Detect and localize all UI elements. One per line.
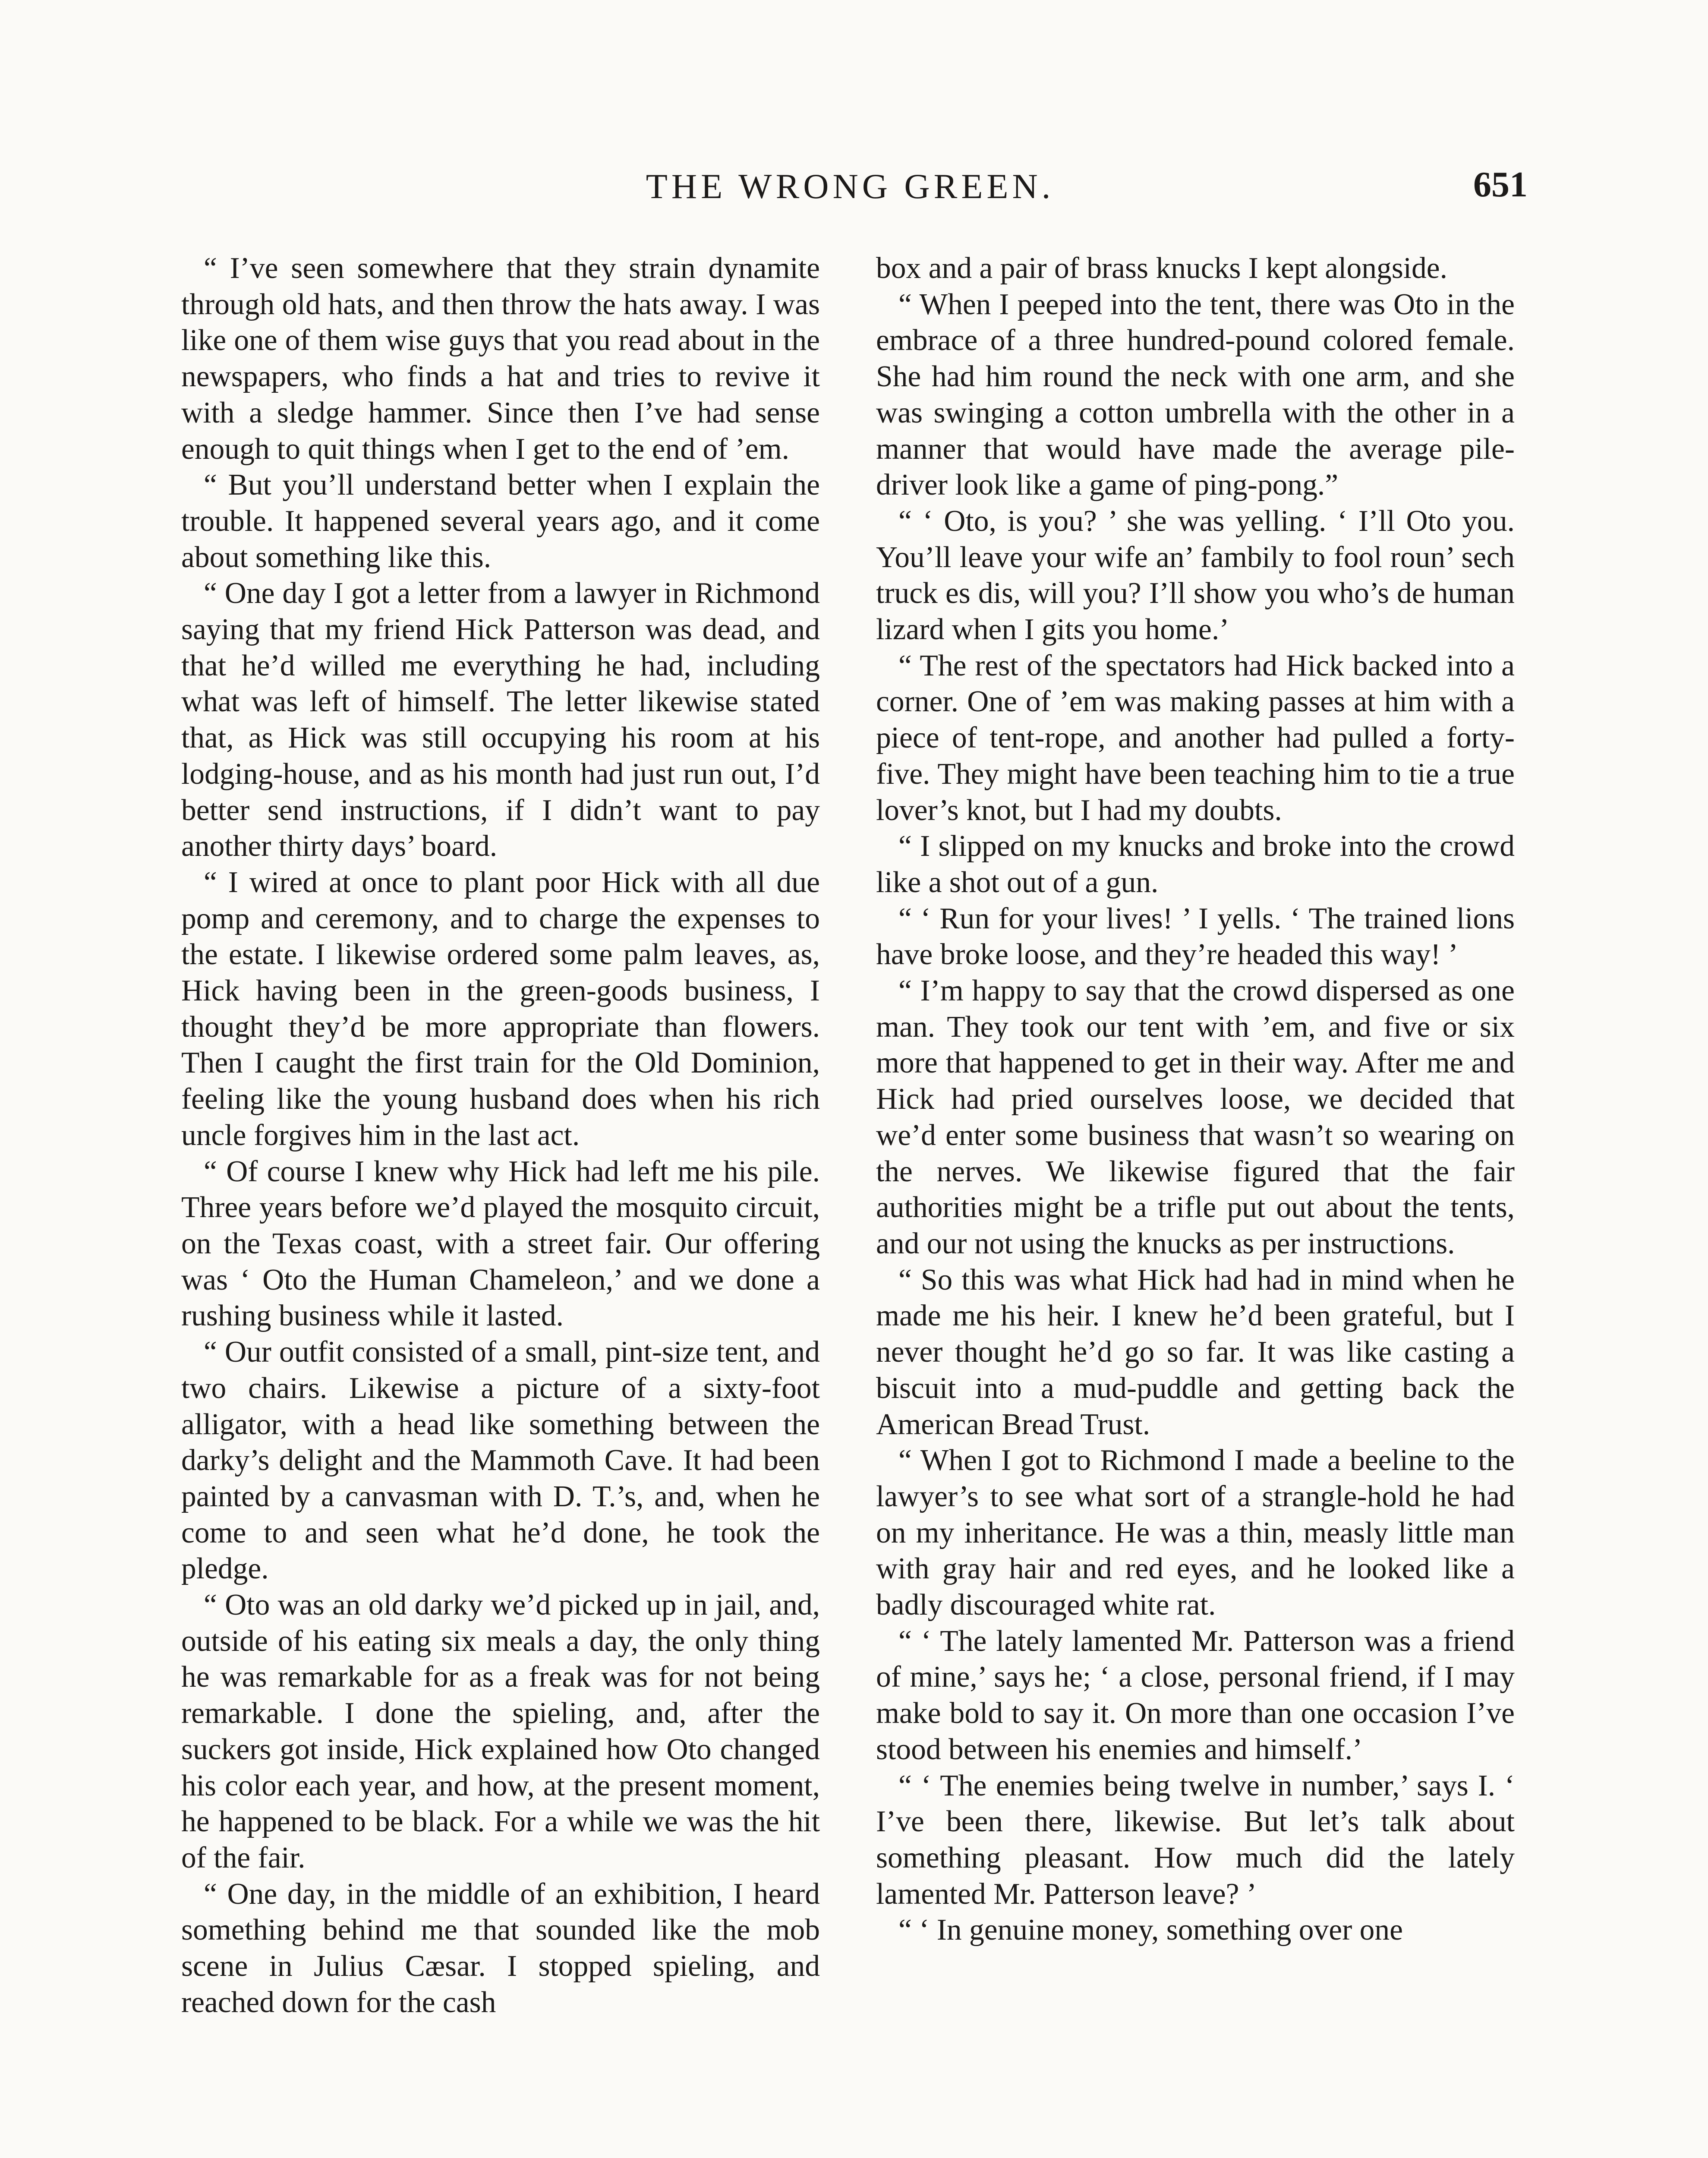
paragraph: “ The rest of the spectators had Hick backed into a corner. One of ’em was making passes at him with a piece of tent-rope, and another had pulled a forty-five. They might have been teaching him to tie a true lover’s knot, but I had my doubts. xyxy=(876,649,1515,827)
paragraph: “ ‘ Run for your lives! ’ I yells. ‘ The trained lions have broke loose, and they’re headed this way! ’ xyxy=(876,902,1515,972)
paragraph-continued: box and a pair of brass knucks I kept alongside. xyxy=(876,252,1448,285)
paragraph: “ One day I got a letter from a lawyer in Richmond saying that my friend Hick Patterson was dead, and that he’d willed me everything he had, including what was left of himself. The letter likewise stated that, as Hick was still occupying his room at his lodging-house, and as his month had just run out, I’d better send instructions, if I didn’t want to pay another thirty days’ board. xyxy=(181,577,820,863)
paragraph: “ So this was what Hick had had in mind when he made me his heir. I knew he’d been grateful, but I never thought he’d go so far. It was like casting a biscuit into a mud-puddle and getting back the American Bread Trust. xyxy=(876,1263,1515,1441)
paragraph: “ ‘ Oto, is you? ’ she was yelling. ‘ I’ll Oto you. You’ll leave your wife an’ fambily to fool roun’ sech truck es dis, will you? I’ll show you who’s de human lizard when I gits you home.’ xyxy=(876,504,1515,647)
paragraph: “ When I peeped into the tent, there was Oto in the embrace of a three hundred-pound colored female. She had him round the neck with one arm, and she was swinging a cotton umbrella with the other in a manner that would have made the average pile-driver look like a game of ping-pong.” xyxy=(876,287,1515,502)
paragraph: “ Oto was an old darky we’d picked up in jail, and, outside of his eating six meals a day, the only thing he was remarkable for as a freak was for not being remarkable. I done the spieling, and, after the suckers got inside, Hick explained how Oto changed his color each year, and how, at the present moment, he happened to be black. For a while we was the hit of the fair. xyxy=(181,1588,820,1874)
page-number: 651 xyxy=(1473,164,1528,205)
running-head xyxy=(181,166,1528,214)
paragraph: “ I’ve seen somewhere that they strain dynamite through old hats, and then throw the hats away. I was like one of them wise guys that you read about in the newspapers, who finds a hat and tries to revive it with a sledge hammer. Since then I’ve had sense enough to quit things when I get to the end of ’em. xyxy=(181,252,820,466)
paragraph: “ ‘ The lately lamented Mr. Patterson was a friend of mine,’ says he; ‘ a close, personal friend, if I may make bold to say it. On more than one occasion I’ve stood between his enemies and himself.’ xyxy=(876,1624,1515,1766)
paragraph: “ I wired at once to plant poor Hick with all due pomp and ceremony, and to charge the expenses to the estate. I likewise ordered some palm leaves, as, Hick having been in the green-goods business, I thought they’d be more appropriate than flowers. Then I caught the first train for the Old Dominion, feeling like the young husband does when his rich uncle forgives him in the last act. xyxy=(181,865,820,1152)
paragraph: “ I slipped on my knucks and broke into the crowd like a shot out of a gun. xyxy=(876,830,1515,899)
paragraph: “ I’m happy to say that the crowd dispersed as one man. They took our tent with ’em, and five or six more that happened to get in their way. After me and Hick had pried ourselves loose, we decided that we’d enter some business that wasn’t so wearing on the nerves. We likewise figured that the fair authorities might be a trifle put out about the tents, and our not using the knucks as per instructions. xyxy=(876,974,1515,1260)
paragraph: “ Our outfit consisted of a small, pint-size tent, and two chairs. Likewise a picture of a sixty-foot alligator, with a head like something between the darky’s delight and the Mammoth Cave. It had been painted by a canvasman with D. T.’s, and, when he come to and seen what he’d done, he took the pledge. xyxy=(181,1335,820,1586)
paragraph: “ Of course I knew why Hick had left me his pile. Three years before we’d played the mosquito circuit, on the Texas coast, with a street fair. Our offering was ‘ Oto the Human Chameleon,’ and we done a rushing business while it lasted. xyxy=(181,1155,820,1333)
paragraph: “ ‘ In genuine money, something over one xyxy=(898,1913,1403,1947)
left-column xyxy=(181,250,820,2158)
paragraph: “ One day, in the middle of an exhibition, I heard something behind me that sounded like the mob scene in Julius Cæsar. I stopped spieling, and reached down for the cash xyxy=(181,1877,820,2019)
paragraph: “ But you’ll understand better when I explain the trouble. It happened several years ago, and it come about something like this. xyxy=(181,468,820,574)
paragraph: “ When I got to Richmond I made a beeline to the lawyer’s to see what sort of a strangle-hold he had on my inheritance. He was a thin, measly little man with gray hair and red eyes, and he looked like a badly discouraged white rat. xyxy=(876,1444,1515,1622)
paragraph: “ ‘ The enemies being twelve in number,’ says I. ‘ I’ve been there, likewise. But let’s talk about something pleasant. How much did the lately lamented Mr. Patterson leave? ’ xyxy=(876,1769,1515,1911)
right-column xyxy=(876,250,1515,2158)
running-title: THE WRONG GREEN. xyxy=(646,167,1055,206)
